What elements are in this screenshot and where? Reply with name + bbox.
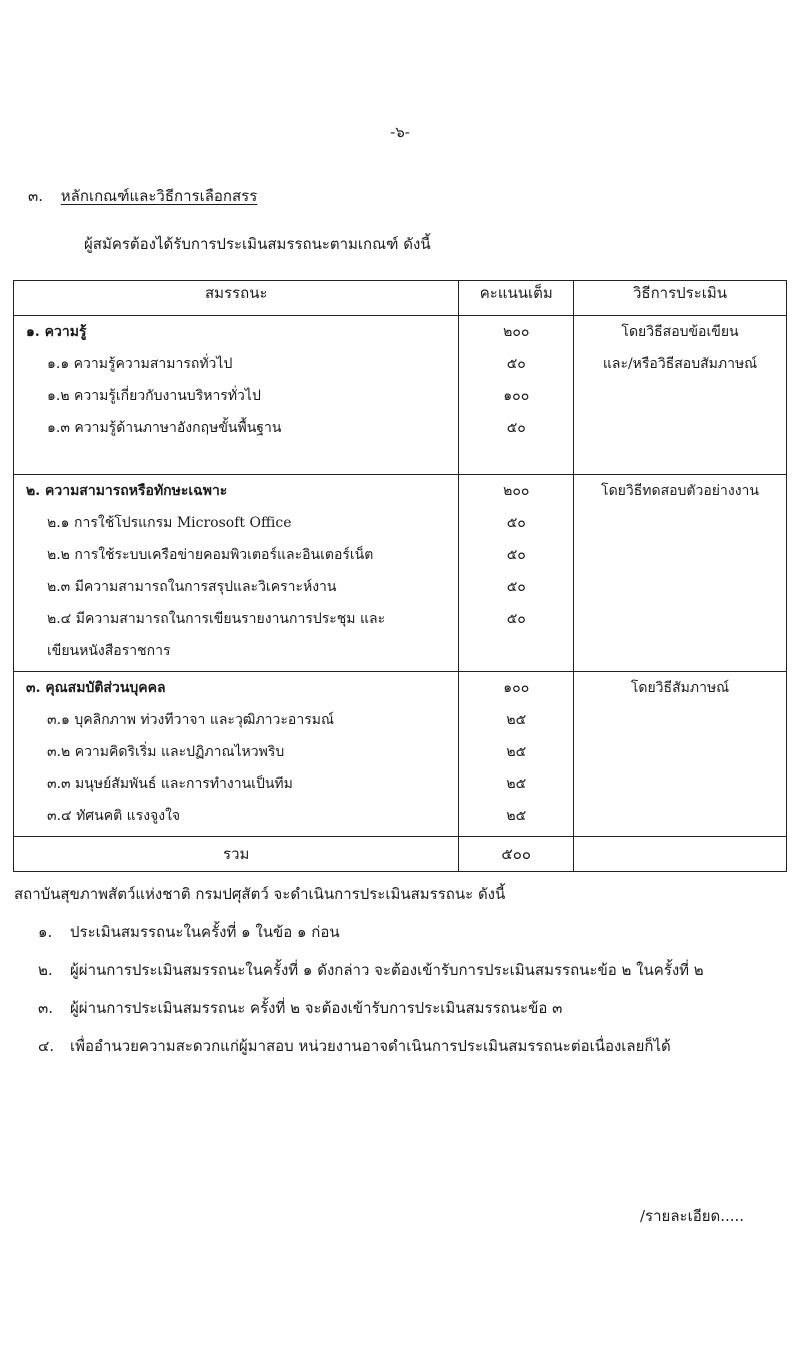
list-item xyxy=(38,996,704,1034)
list-item xyxy=(38,1034,704,1072)
table-row-group-3 xyxy=(14,672,787,837)
item-label: ๒.๓ มีความสามารถในการสรุปและวิเคราะห์งาน xyxy=(47,579,337,595)
header-full-score: คะแนนเต็ม xyxy=(459,281,574,316)
item-score: ๕๐ xyxy=(506,547,526,563)
list-item xyxy=(38,958,704,996)
item-score: ๕๐ xyxy=(506,611,526,627)
item-label: ๒.๔ มีความสามารถในการเขียนรายงานการประชุม และ xyxy=(47,611,386,627)
item-score: ๒๕ xyxy=(506,776,527,792)
item-label: ๓.๑ บุคลิกภาพ ท่วงทีวาจา และวุฒิภาวะอารมณ์ xyxy=(47,712,334,728)
item-label: ๑.๓ ความรู้ด้านภาษาอังกฤษขั้นพื้นฐาน xyxy=(47,420,282,436)
header-competency: สมรรถนะ xyxy=(14,281,459,316)
item-label: ๑.๑ ความรู้ความสามารถทั่วไป xyxy=(47,356,233,372)
section-heading xyxy=(28,184,257,208)
header-method: วิธีการประเมิน xyxy=(574,281,787,316)
group-score: ๒๐๐ xyxy=(503,483,530,499)
group-1-competencies xyxy=(14,316,459,475)
group-3-competencies xyxy=(14,672,459,837)
group-title: ๒. ความสามารถหรือทักษะเฉพาะ xyxy=(26,483,228,499)
group-title: ๑. ความรู้ xyxy=(26,324,87,340)
total-score: ๕๐๐ xyxy=(459,837,574,872)
group-2-scores xyxy=(459,475,574,672)
group-title: ๓. คุณสมบัติส่วนบุคคล xyxy=(26,680,166,696)
step-text: ผู้ผ่านการประเมินสมรรถนะในครั้งที่ ๑ ดังกล่าว จะต้องเข้ารับการประเมินสมรรถนะข้อ ๒ ในครั้งที่ ๒ xyxy=(70,961,704,979)
group-2-method xyxy=(574,475,787,672)
section-title: หลักเกณฑ์และวิธีการเลือกสรร xyxy=(60,187,258,205)
item-label: ๑.๒ ความรู้เกี่ยวกับงานบริหารทั่วไป xyxy=(47,388,261,404)
list-item xyxy=(38,920,704,958)
group-1-method xyxy=(574,316,787,475)
item-label: ๓.๔ ทัศนคติ แรงจูงใจ xyxy=(47,808,181,824)
total-method-empty xyxy=(574,837,787,872)
intro-text: ผู้สมัครต้องได้รับการประเมินสมรรถนะตามเกณฑ์ ดังนี้ xyxy=(84,235,431,253)
item-label: ๒.๒ การใช้ระบบเครือข่ายคอมพิวเตอร์และอินเตอร์เน็ต xyxy=(47,547,374,563)
item-score: ๕๐ xyxy=(506,579,526,595)
group-2-competencies xyxy=(14,475,459,672)
item-label: ๓.๒ ความคิดริเริ่ม และปฏิภาณไหวพริบ xyxy=(47,744,285,760)
item-label: ๓.๓ มนุษย์สัมพันธ์ และการทำงานเป็นทีม xyxy=(47,776,293,792)
continuation-note: /รายละเอียด..... xyxy=(640,1207,745,1225)
method-line: โดยวิธีสัมภาษณ์ xyxy=(630,680,730,696)
item-score: ๕๐ xyxy=(506,515,526,531)
method-line: โดยวิธีสอบข้อเขียน xyxy=(621,324,739,340)
step-number: ๔. xyxy=(38,1037,55,1055)
group-1-scores xyxy=(459,316,574,475)
table-row-group-1 xyxy=(14,316,787,475)
total-label: รวม xyxy=(14,837,459,872)
procedure-intro: สถาบันสุขภาพสัตว์แห่งชาติ กรมปศุสัตว์ จะดำเนินการประเมินสมรรถนะ ดังนี้ xyxy=(14,885,506,903)
item-score: ๑๐๐ xyxy=(503,388,530,404)
group-score: ๑๐๐ xyxy=(503,680,530,696)
group-3-method xyxy=(574,672,787,837)
step-number: ๑. xyxy=(38,923,53,941)
group-score: ๒๐๐ xyxy=(503,324,530,340)
step-text: ประเมินสมรรถนะในครั้งที่ ๑ ในข้อ ๑ ก่อน xyxy=(70,923,340,941)
step-text: เพื่ออำนวยความสะดวกแก่ผู้มาสอบ หน่วยงานอาจดำเนินการประเมินสมรรถนะต่อเนื่องเลยก็ได้ xyxy=(70,1037,671,1055)
page-number: -๖- xyxy=(390,123,410,141)
group-3-scores xyxy=(459,672,574,837)
table-row-group-2 xyxy=(14,475,787,672)
method-line: และ/หรือวิธีสอบสัมภาษณ์ xyxy=(602,356,758,372)
table-header-row xyxy=(14,281,787,316)
table-row-total xyxy=(14,837,787,872)
step-text: ผู้ผ่านการประเมินสมรรถนะ ครั้งที่ ๒ จะต้องเข้ารับการประเมินสมรรถนะข้อ ๓ xyxy=(70,999,563,1017)
item-score: ๒๕ xyxy=(506,808,527,824)
item-score: ๒๕ xyxy=(506,744,527,760)
item-label: ๒.๑ การใช้โปรแกรม Microsoft Office xyxy=(47,515,292,531)
criteria-table xyxy=(13,280,787,872)
item-score: ๒๕ xyxy=(506,712,527,728)
method-line: โดยวิธีทดสอบตัวอย่างงาน xyxy=(601,483,759,499)
section-number: ๓. xyxy=(28,187,44,205)
item-label-continued: เขียนหนังสือราชการ xyxy=(47,643,171,659)
step-number: ๓. xyxy=(38,999,54,1017)
step-number: ๒. xyxy=(38,961,53,979)
item-score: ๕๐ xyxy=(506,420,526,436)
item-score: ๕๐ xyxy=(506,356,526,372)
procedure-steps xyxy=(38,920,704,1072)
